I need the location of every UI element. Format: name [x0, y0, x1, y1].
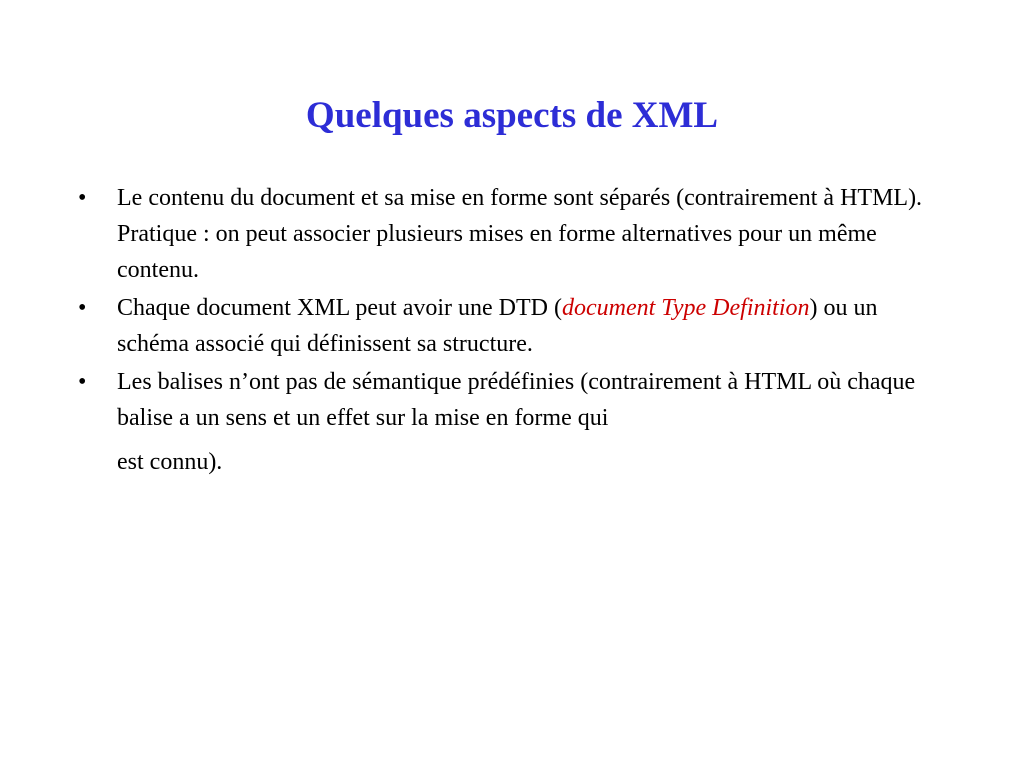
bullet-text-after: ) ou un schéma associé qui définissent sa structure. — [117, 295, 878, 357]
slide-title: Quelques aspects de XML — [305, 95, 719, 136]
bullet-icon: • — [78, 185, 87, 211]
bullet-text: Les balises n’ont pas de sémantique prédéfinies (contrairement à HTML où chaque balise a un sens et un effet sur la mise en forme qui — [117, 369, 916, 431]
bullet-item-separation — [0, 180, 1024, 288]
bullet-text: Le contenu du document et sa mise en forme sont séparés (contrairement à HTML). Pratique : on peut associer plusieurs mises en forme alternatives pour un même contenu. — [117, 185, 923, 283]
dtd-emphasis: document Type Definition — [562, 295, 810, 321]
bullet-text-last-line: est connu). — [117, 449, 223, 475]
bullet-list — [0, 180, 1024, 482]
bullet-item-semantics — [0, 364, 1024, 480]
bullet-item-dtd — [0, 290, 1024, 362]
bullet-icon: • — [78, 369, 87, 395]
bullet-icon: • — [78, 295, 87, 321]
bullet-text-before: Chaque document XML peut avoir une DTD ( — [117, 295, 562, 321]
